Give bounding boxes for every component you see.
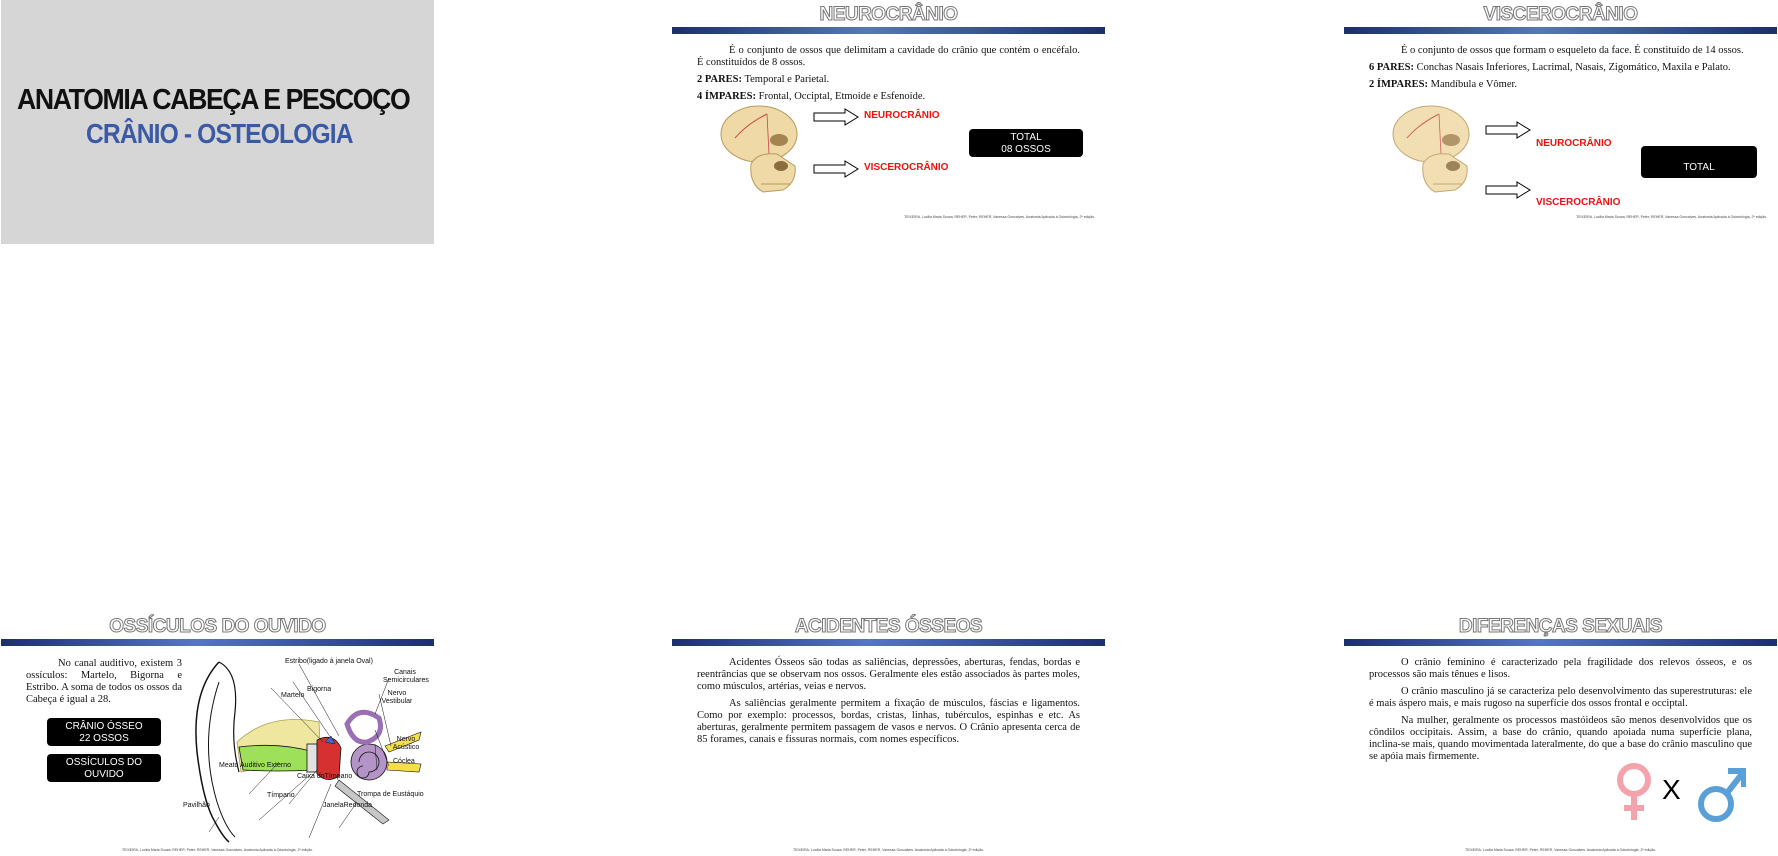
label-neurocranio: NEUROCRÂNIO — [864, 110, 940, 121]
citation: TEIXEIRA, Lucilia Maria Souza; REHER, Peter; REHER, Vanessa Goncalves. Anatomia Aplicada à Odontologia, 2ª edição. — [1465, 848, 1656, 852]
total-line2: 08 OSSOS — [1001, 144, 1051, 155]
female-symbol-icon — [1614, 762, 1654, 822]
slide-ossiculos[interactable] — [1, 612, 434, 856]
intro-paragraph: É o conjunto de ossos que formam o esqueleto da face. É constituído de 14 ossos. — [1401, 45, 1744, 56]
ear-label-janela: JanelaRedonda — [323, 802, 373, 809]
ear-label-nervo-vestibular: Nervo Vestibular — [381, 690, 413, 705]
intro-paragraph: É o conjunto de ossos que delimitam a cavidade do crânio que contém o encéfalo. É constituídos de 8 ossos. — [697, 45, 1080, 68]
ear-label-estribo: Estribo(ligado à janela Oval) — [285, 658, 373, 665]
total-line1: TOTAL — [1683, 162, 1715, 173]
pares-text: Conchas Nasais Inferiores, Lacrimal, Nasais, Zigomático, Maxila e Palato. — [1414, 62, 1731, 73]
ear-label-caixa: Caixa doTímpano — [297, 773, 353, 780]
slide-text — [1369, 45, 1752, 96]
skull-illustration — [717, 104, 807, 216]
pares-label: 2 PARES: — [697, 74, 743, 85]
box-line1: OSSÍCULOS DO OUVIDO — [65, 757, 143, 780]
title-bar — [672, 27, 1105, 34]
citation: TEIXEIRA, Lucilia Maria Souza; REHER, Peter; REHER, Vanessa Goncalves. Anatomia Aplicada à Odontologia, 2ª edição. — [1576, 215, 1767, 219]
slide-title: ACIDENTES ÓSSEOS — [794, 616, 983, 637]
slide-neurocranio[interactable] — [672, 0, 1105, 244]
title-bar — [672, 639, 1105, 646]
arrow-viscero-icon — [813, 160, 859, 178]
slide-acidentes-osseos[interactable] — [672, 612, 1105, 856]
impares-label: 2 ÍMPARES: — [1369, 79, 1429, 90]
slide-text — [26, 658, 182, 711]
arrow-viscero-icon — [1485, 181, 1531, 199]
slide-diferencas-sexuais[interactable] — [1344, 612, 1777, 856]
label-viscerocranio: VISCEROCRÂNIO — [864, 162, 949, 173]
diferencas-paragraph-2: O crânio masculino já se caracteriza pelo desenvolvimento das superestruturas: ele é mais áspero mais, e mais rugoso na superfície dos ossos frontal e occiptal. — [1369, 686, 1752, 709]
slide-title: DIFERENÇAS SEXUAIS — [1458, 616, 1663, 637]
ear-label-coclea: Cóclea — [393, 758, 415, 765]
box-line2: 06 OSSOS — [79, 781, 129, 792]
slide-viscerocranio[interactable] — [1344, 0, 1777, 244]
ear-label-timpano: Tímpano — [267, 792, 295, 799]
box-cranio-osseo — [47, 718, 161, 746]
slide-title: VISCEROCRÂNIO — [1483, 4, 1638, 25]
impares-text: Mandíbula e Vômer. — [1428, 79, 1518, 90]
ear-label-canais: Canais Semicirculares — [383, 669, 429, 684]
pares-label: 6 PARES: — [1369, 62, 1415, 73]
impares-line — [697, 91, 1080, 103]
citation: TEIXEIRA, Lucilia Maria Souza; REHER, Peter; REHER, Vanessa Goncalves. Anatomia Aplicada à Odontologia, 2ª edição. — [793, 848, 984, 852]
ossiculos-paragraph: No canal auditivo, existem 3 ossículos: Martelo, Bigorna e Estribo. A soma de todos os ossos da Cabeça é igual a 28. — [26, 658, 182, 705]
ear-label-pavilhao: Pavilhão — [183, 802, 210, 809]
ear-label-trompa: Trompa de Eustáquio — [357, 791, 424, 798]
title-bar — [1, 639, 434, 646]
cover-subtitle: CRÂNIO - OSTEOLOGIA — [86, 118, 353, 149]
total-box — [1641, 146, 1757, 178]
total-line1: TOTAL — [1010, 132, 1042, 143]
ear-label-meato: Meato Auditivo Externo — [219, 762, 291, 769]
arrow-neuro-icon — [1485, 121, 1531, 139]
slide-text — [697, 657, 1080, 751]
impares-label: 4 ÍMPARES: — [697, 91, 757, 102]
slide-title: NEUROCRÂNIO — [819, 4, 958, 25]
ear-label-bigorna: Bigorna — [307, 686, 332, 693]
skull-illustration — [1389, 104, 1479, 216]
box-line1: CRÂNIO ÓSSEO — [65, 721, 143, 732]
slide-title: OSSÍCULOS DO OUVIDO — [109, 616, 326, 637]
diferencas-paragraph-1: O crânio feminino é caracterizado pela fragilidade dos relevos ósseos, e os processos são mais tênues e lisos. — [1369, 657, 1752, 680]
title-bar — [1344, 27, 1777, 34]
slide-cover[interactable] — [1, 0, 434, 244]
box-line2: 22 OSSOS — [79, 733, 129, 744]
citation: TEIXEIRA, Lucilia Maria Souza; REHER, Peter; REHER, Vanessa Goncalves. Anatomia Aplicada à Odontologia, 2ª edição. — [904, 215, 1095, 219]
diferencas-paragraph-3: Na mulher, geralmente os processos mastóideos são menos desenvolvidos que os côndilos occipitais. Assim, a base do crânio, quando apoiada numa superfície plana, inclina-se mais, quando movimentada lateralmente, do que a base do crânio masculino que se apóia mais firmemente. — [1369, 715, 1752, 762]
versus-symbol: X — [1662, 774, 1681, 805]
impares-line — [1369, 79, 1752, 91]
arrow-neuro-icon — [813, 108, 859, 126]
citation: TEIXEIRA, Lucilia Maria Souza; REHER, Peter; REHER, Vanessa Goncalves. Anatomia Aplicada à Odontologia, 2ª edição. — [122, 848, 313, 852]
label-neurocranio: NEUROCRÂNIO — [1536, 138, 1612, 149]
pares-line — [697, 74, 1080, 86]
label-viscerocranio: VISCEROCRÂNIO — [1536, 197, 1621, 208]
pares-line — [1369, 62, 1752, 74]
ear-label-nervo-acustico: Nervo Acústico — [392, 736, 420, 751]
ear-label-martelo: Martelo — [281, 692, 305, 699]
title-bar — [1344, 639, 1777, 646]
acidentes-paragraph-2: As saliências geralmente permitem a fixação de músculos, fáscias e ligamentos. Como por exemplo: processos, bordas, cristas, linhas, tubérculos, espinhas e etc. As aberturas, geralmente permitem passagem de vasos e nervos. O Crânio apresenta cerca de 85 forames, canais e fissuras normais, com nomes específicos. — [697, 698, 1080, 745]
slide-text — [1369, 657, 1752, 768]
cover-title: ANATOMIA CABEÇA E PESCOÇO — [17, 84, 410, 116]
total-box — [969, 129, 1083, 157]
acidentes-paragraph-1: Acidentes Ósseos são todas as saliências, depressões, aberturas, fendas, bordas e reentrâncias que se observam nos ossos. Geralmente eles estão associados às partes moles, como músculos, artérias, veias e nervos. — [697, 657, 1080, 692]
box-ossiculos-ouvido — [47, 754, 161, 792]
impares-text: Frontal, Occiptal, Etmoide e Esfenoide. — [756, 91, 926, 102]
pares-text: Temporal e Parietal. — [742, 74, 830, 85]
slide-text — [697, 45, 1080, 108]
male-symbol-icon — [1696, 766, 1746, 824]
